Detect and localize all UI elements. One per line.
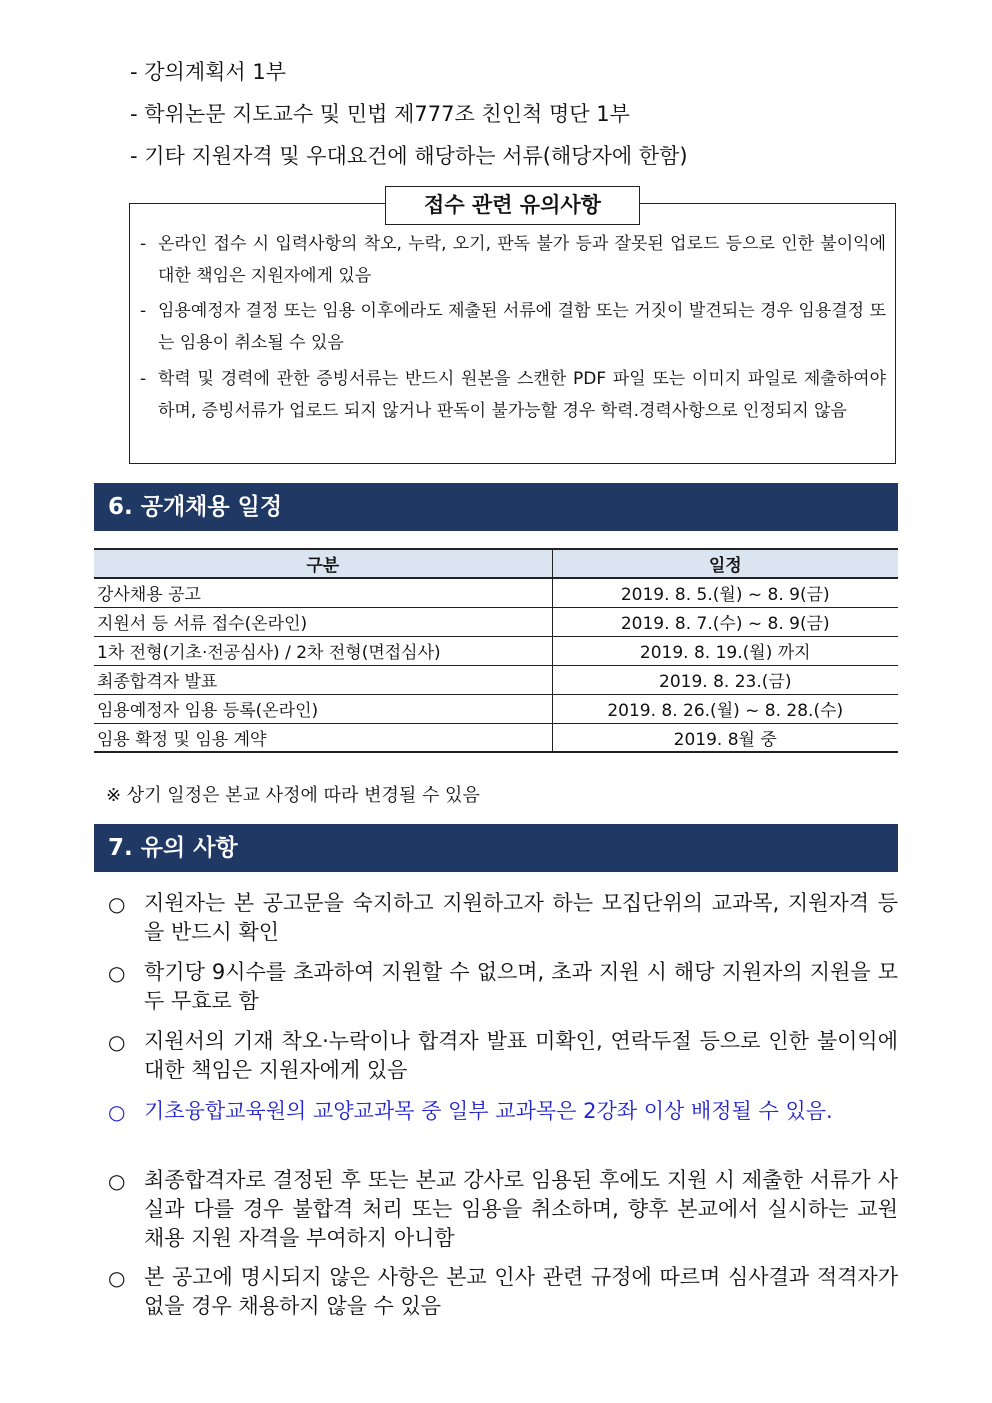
list-item-text: 최종합격자로 결정된 후 또는 본교 강사로 임용된 후에도 지원 시 제출한 서류가 사실과 다를 경우 불합격 처리 또는 임용을 취소하며, 향후 본교에서 실시하는 교원 채용 지원 자격을 부여하지 아니함 xyxy=(144,1168,898,1250)
circle-bullet-icon: ○ xyxy=(108,1169,126,1193)
section-6-header: 6. 공개채용 일정 xyxy=(94,483,898,531)
list-item xyxy=(108,1027,898,1085)
table-row xyxy=(94,636,898,665)
row-category: 임용 확정 및 임용 계약 xyxy=(94,723,552,752)
circle-bullet-icon: ○ xyxy=(108,892,126,916)
table-row xyxy=(94,694,898,723)
list-item-text: 학기당 9시수를 초과하여 지원할 수 없으며, 초과 지원 시 해당 지원자의 지원을 모두 무효로 함 xyxy=(144,960,898,1013)
row-date: 2019. 8월 중 xyxy=(552,723,898,752)
row-date: 2019. 8. 5.(월) ~ 8. 9(금) xyxy=(552,578,898,607)
column-header-schedule: 일정 xyxy=(552,549,898,578)
circle-bullet-icon: ○ xyxy=(108,961,126,985)
doc-item-relatives-list: - 학위논문 지도교수 및 민법 제777조 친인척 명단 1부 xyxy=(130,102,630,126)
list-item-text: 지원자는 본 공고문을 숙지하고 지원하고자 하는 모집단위의 교과목, 지원자격 등을 반드시 확인 xyxy=(144,891,898,944)
row-date: 2019. 8. 23.(금) xyxy=(552,665,898,694)
notice-box-title: 접수 관련 유의사항 xyxy=(385,186,640,225)
column-header-category: 구분 xyxy=(94,549,552,578)
list-item-text: 본 공고에 명시되지 않은 사항은 본교 인사 관련 규정에 따르며 심사결과 적격자가 없을 경우 채용하지 않을 수 있음 xyxy=(144,1265,898,1318)
row-date: 2019. 8. 26.(월) ~ 8. 28.(수) xyxy=(552,694,898,723)
list-item-text: 기초융합교육원의 교양교과목 중 일부 교과목은 2강좌 이상 배정될 수 있음. xyxy=(144,1099,833,1123)
list-item xyxy=(108,1263,898,1321)
table-row xyxy=(94,723,898,752)
row-category: 강사채용 공고 xyxy=(94,578,552,607)
list-item xyxy=(108,1166,898,1253)
notice-item: - 온라인 접수 시 입력사항의 착오, 누락, 오기, 판독 불가 등과 잘못된 업로드 등으로 인한 불이익에 대한 책임은 지원자에게 있음 xyxy=(140,228,886,292)
row-category: 1차 전형(기초·전공심사) / 2차 전형(면접심사) xyxy=(94,636,552,665)
table-row xyxy=(94,607,898,636)
doc-item-syllabus: - 강의계획서 1부 xyxy=(130,60,287,84)
notice-item-text: 학력 및 경력에 관한 증빙서류는 반드시 원본을 스캔한 PDF 파일 또는 이미지 파일로 제출하여야 하며, 증빙서류가 업로드 되지 않거나 판독이 불가능할 경우 학력.경력사항으로 인정되지 않음 xyxy=(158,369,886,421)
schedule-table xyxy=(94,548,898,753)
notice-item: - 학력 및 경력에 관한 증빙서류는 반드시 원본을 스캔한 PDF 파일 또는 이미지 파일로 제출하여야 하며, 증빙서류가 업로드 되지 않거나 판독이 불가능할 경우 학력.경력사항으로 인정되지 않음 xyxy=(140,363,886,427)
list-item-highlighted xyxy=(108,1097,898,1126)
schedule-footnote: ※ 상기 일정은 본교 사정에 따라 변경될 수 있음 xyxy=(106,785,480,806)
circle-bullet-icon: ○ xyxy=(108,1030,126,1054)
doc-item-other: - 기타 지원자격 및 우대요건에 해당하는 서류(해당자에 한함) xyxy=(130,144,688,168)
section-7-header: 7. 유의 사항 xyxy=(94,824,898,872)
row-category: 임용예정자 임용 등록(온라인) xyxy=(94,694,552,723)
notice-item: - 임용예정자 결정 또는 임용 이후에라도 제출된 서류에 결함 또는 거짓이 발견되는 경우 임용결정 또는 임용이 취소될 수 있음 xyxy=(140,295,886,359)
table-row xyxy=(94,578,898,607)
circle-bullet-icon: ○ xyxy=(108,1266,126,1290)
list-item-text: 지원서의 기재 착오·누락이나 합격자 발표 미확인, 연락두절 등으로 인한 불이익에 대한 책임은 지원자에게 있음 xyxy=(144,1029,898,1082)
row-category: 최종합격자 발표 xyxy=(94,665,552,694)
list-item xyxy=(108,889,898,947)
notice-item-text: 온라인 접수 시 입력사항의 착오, 누락, 오기, 판독 불가 등과 잘못된 업로드 등으로 인한 불이익에 대한 책임은 지원자에게 있음 xyxy=(158,234,886,286)
notice-item-text: 임용예정자 결정 또는 임용 이후에라도 제출된 서류에 결함 또는 거짓이 발견되는 경우 임용결정 또는 임용이 취소될 수 있음 xyxy=(158,301,886,353)
row-date: 2019. 8. 7.(수) ~ 8. 9(금) xyxy=(552,607,898,636)
table-header-row xyxy=(94,549,898,578)
row-category: 지원서 등 서류 접수(온라인) xyxy=(94,607,552,636)
list-item xyxy=(108,958,898,1016)
circle-bullet-icon: ○ xyxy=(108,1100,126,1124)
row-date: 2019. 8. 19.(월) 까지 xyxy=(552,636,898,665)
table-row xyxy=(94,665,898,694)
